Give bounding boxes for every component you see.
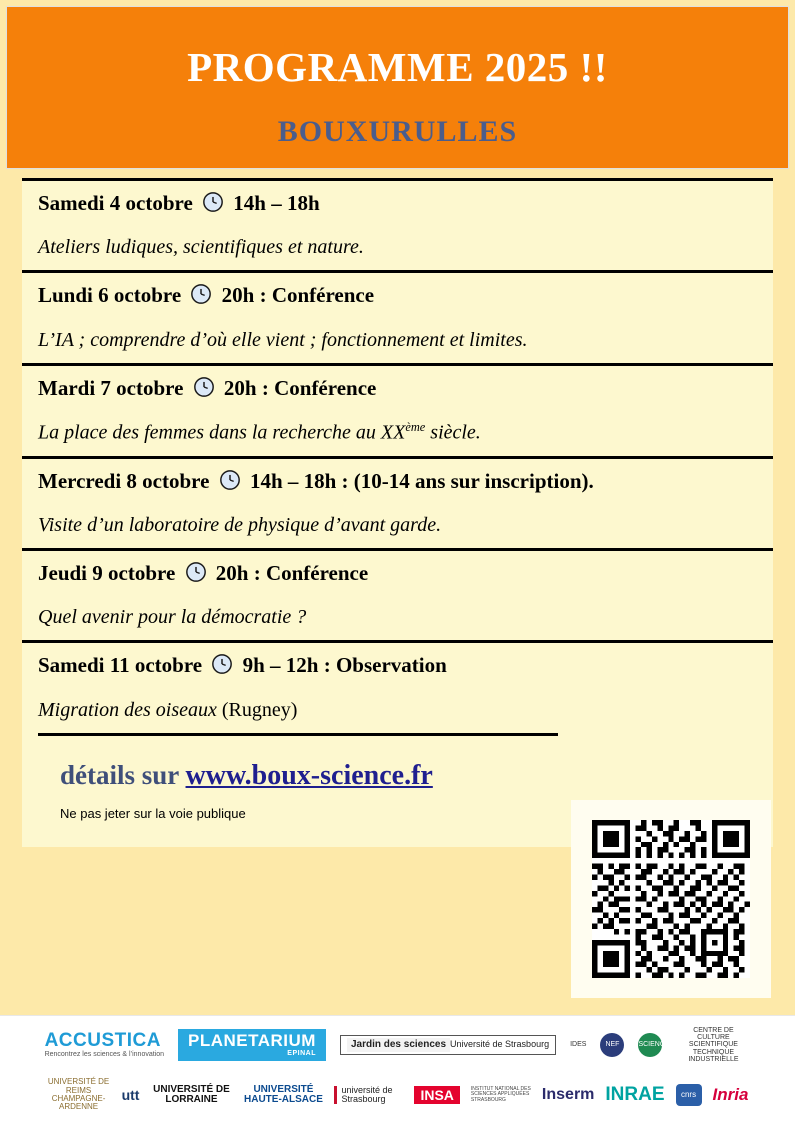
entry-date: Lundi 6 octobre: [38, 283, 182, 308]
clock-icon: [211, 653, 233, 682]
logo-lorraine-text: UNIVERSITÉ DE LORRAINE: [153, 1083, 230, 1105]
logo-insa-strasbourg-text: INSTITUT NATIONAL DES SCIENCES APPLIQUÉES STRASBOURG: [470, 1086, 531, 1103]
entry-description: Ateliers ludiques, scientifiques et nature.: [38, 236, 364, 259]
logo-ccsti-text: CENTRE DE CULTURE SCIENTIFIQUE TECHNIQUE INDUSTRIELLE: [688, 1026, 739, 1064]
logo-insa-strasbourg: [471, 1087, 531, 1103]
list-item: [22, 548, 773, 640]
clock-icon: [193, 376, 215, 405]
logo-ides-text: IDES: [570, 1041, 587, 1049]
logo-sciences-text: SCIENCES: [638, 1033, 662, 1057]
logo-cnrs: [676, 1084, 702, 1106]
divider: [38, 733, 558, 736]
logo-inserm-text: Inserm: [541, 1085, 595, 1103]
logo-reims-text: UNIVERSITÉ DE REIMS CHAMPAGNE-ARDENNE: [47, 1077, 110, 1112]
partner-logos-row-2: [0, 1072, 795, 1118]
clock-icon: [185, 561, 207, 590]
program-list: [22, 178, 773, 847]
list-item: [22, 456, 773, 548]
partner-logos-row-1: [0, 1022, 795, 1068]
entry-date: Mardi 7 octobre: [38, 375, 184, 400]
entry-title: [38, 189, 757, 220]
list-item: [22, 640, 773, 732]
entry-description-ordinal: ème: [405, 420, 426, 435]
logo-inserm: [542, 1087, 594, 1104]
entry-date: Mercredi 8 octobre: [38, 468, 210, 493]
logo-ccsti: [676, 1027, 750, 1064]
clock-icon: [190, 283, 212, 312]
logo-insa-text: INSA: [420, 1086, 454, 1103]
partner-logos: [0, 1015, 795, 1124]
entry-date: Samedi 11 octobre: [38, 653, 203, 678]
logo-utt-text: utt: [121, 1086, 140, 1103]
clock-icon: [202, 191, 224, 220]
entry-title: [38, 467, 757, 498]
entry-date: Samedi 4 octobre: [38, 191, 193, 215]
logo-inria: [713, 1086, 749, 1104]
entry-time: 9h – 12h : Observation: [242, 653, 447, 678]
logo-nef: [600, 1033, 624, 1057]
logo-unistra-text: université de Strasbourg: [341, 1084, 393, 1104]
entry-time: 20h : Conférence: [221, 283, 375, 308]
list-item: [22, 178, 773, 270]
entry-time: 20h : Conférence: [215, 561, 369, 586]
entry-description-tail: siècle.: [425, 421, 481, 444]
entry-time: 14h – 18h : (10-14 ans sur inscription).: [249, 468, 594, 493]
entry-title: [38, 374, 757, 405]
logo-universite-de-lorraine: [150, 1085, 232, 1106]
logo-utt: [122, 1088, 140, 1103]
entry-title: [38, 651, 757, 682]
details-line: [60, 760, 773, 792]
logo-accustica-text: ACCUSTICA: [44, 1030, 161, 1052]
logo-ides: [570, 1041, 586, 1048]
logo-planetarium-sub: EPINAL: [287, 1050, 316, 1058]
page-title: PROGRAMME 2025 !!: [187, 44, 608, 90]
legal-note: Ne pas jeter sur la voie publique: [60, 805, 246, 821]
entry-description-place: (Rugney): [216, 698, 298, 721]
list-item: [22, 270, 773, 362]
logo-jardin-des-sciences: [340, 1035, 556, 1056]
logo-inrae-text: INRAE: [605, 1084, 665, 1106]
logo-planetarium-text: PLANETARIUM: [188, 1031, 316, 1051]
logo-uha-text: UNIVERSITÉ HAUTE-ALSACE: [244, 1083, 323, 1105]
logo-cnrs-text: cnrs: [676, 1084, 702, 1106]
entry-title: [38, 281, 757, 312]
logo-sciences: [638, 1033, 675, 1057]
page-subtitle: BOUXURULLES: [277, 115, 518, 148]
logo-jardin-sub: Université de Strasbourg: [450, 1039, 550, 1050]
logo-insa: [414, 1086, 459, 1105]
poster-header: [6, 6, 789, 169]
logo-universite-haute-alsace: [243, 1085, 323, 1106]
entry-description: [38, 419, 757, 446]
logo-inrae: [605, 1085, 664, 1105]
logo-nef-text: NEF: [600, 1033, 624, 1057]
logo-inria-text: Inria: [712, 1085, 749, 1105]
entry-description: L’IA ; comprendre d’où elle vient ; fonctionnement et limites.: [38, 328, 528, 351]
website-link[interactable]: www.boux-science.fr: [185, 759, 433, 791]
entry-title: [38, 559, 757, 590]
entry-description-text: La place des femmes dans la recherche au XX: [38, 421, 406, 444]
list-item: [22, 363, 773, 456]
logo-accustica-sub: Rencontrez les sciences & l’innovation: [44, 1051, 165, 1059]
entry-description-text: Migration des oiseaux: [38, 698, 217, 721]
entry-description: Visite d’un laboratoire de physique d’avant garde.: [38, 514, 442, 537]
entry-description: Quel avenir pour la démocratie ?: [38, 606, 307, 629]
logo-jardin-title: Jardin des sciences: [347, 1038, 450, 1053]
details-label: détails sur: [60, 759, 186, 790]
qr-code-container: [571, 800, 771, 998]
entry-date: Jeudi 9 octobre: [38, 561, 176, 586]
entry-time: 20h : Conférence: [223, 375, 377, 400]
logo-planetarium: [178, 1029, 326, 1060]
entry-time: 14h – 18h: [233, 191, 320, 215]
clock-icon: [219, 469, 241, 498]
entry-description: [38, 697, 757, 723]
qr-code[interactable]: [592, 820, 750, 978]
logo-universite-de-reims: [47, 1078, 111, 1112]
logo-accustica: [45, 1031, 164, 1058]
logo-universite-de-strasbourg: [334, 1086, 403, 1105]
